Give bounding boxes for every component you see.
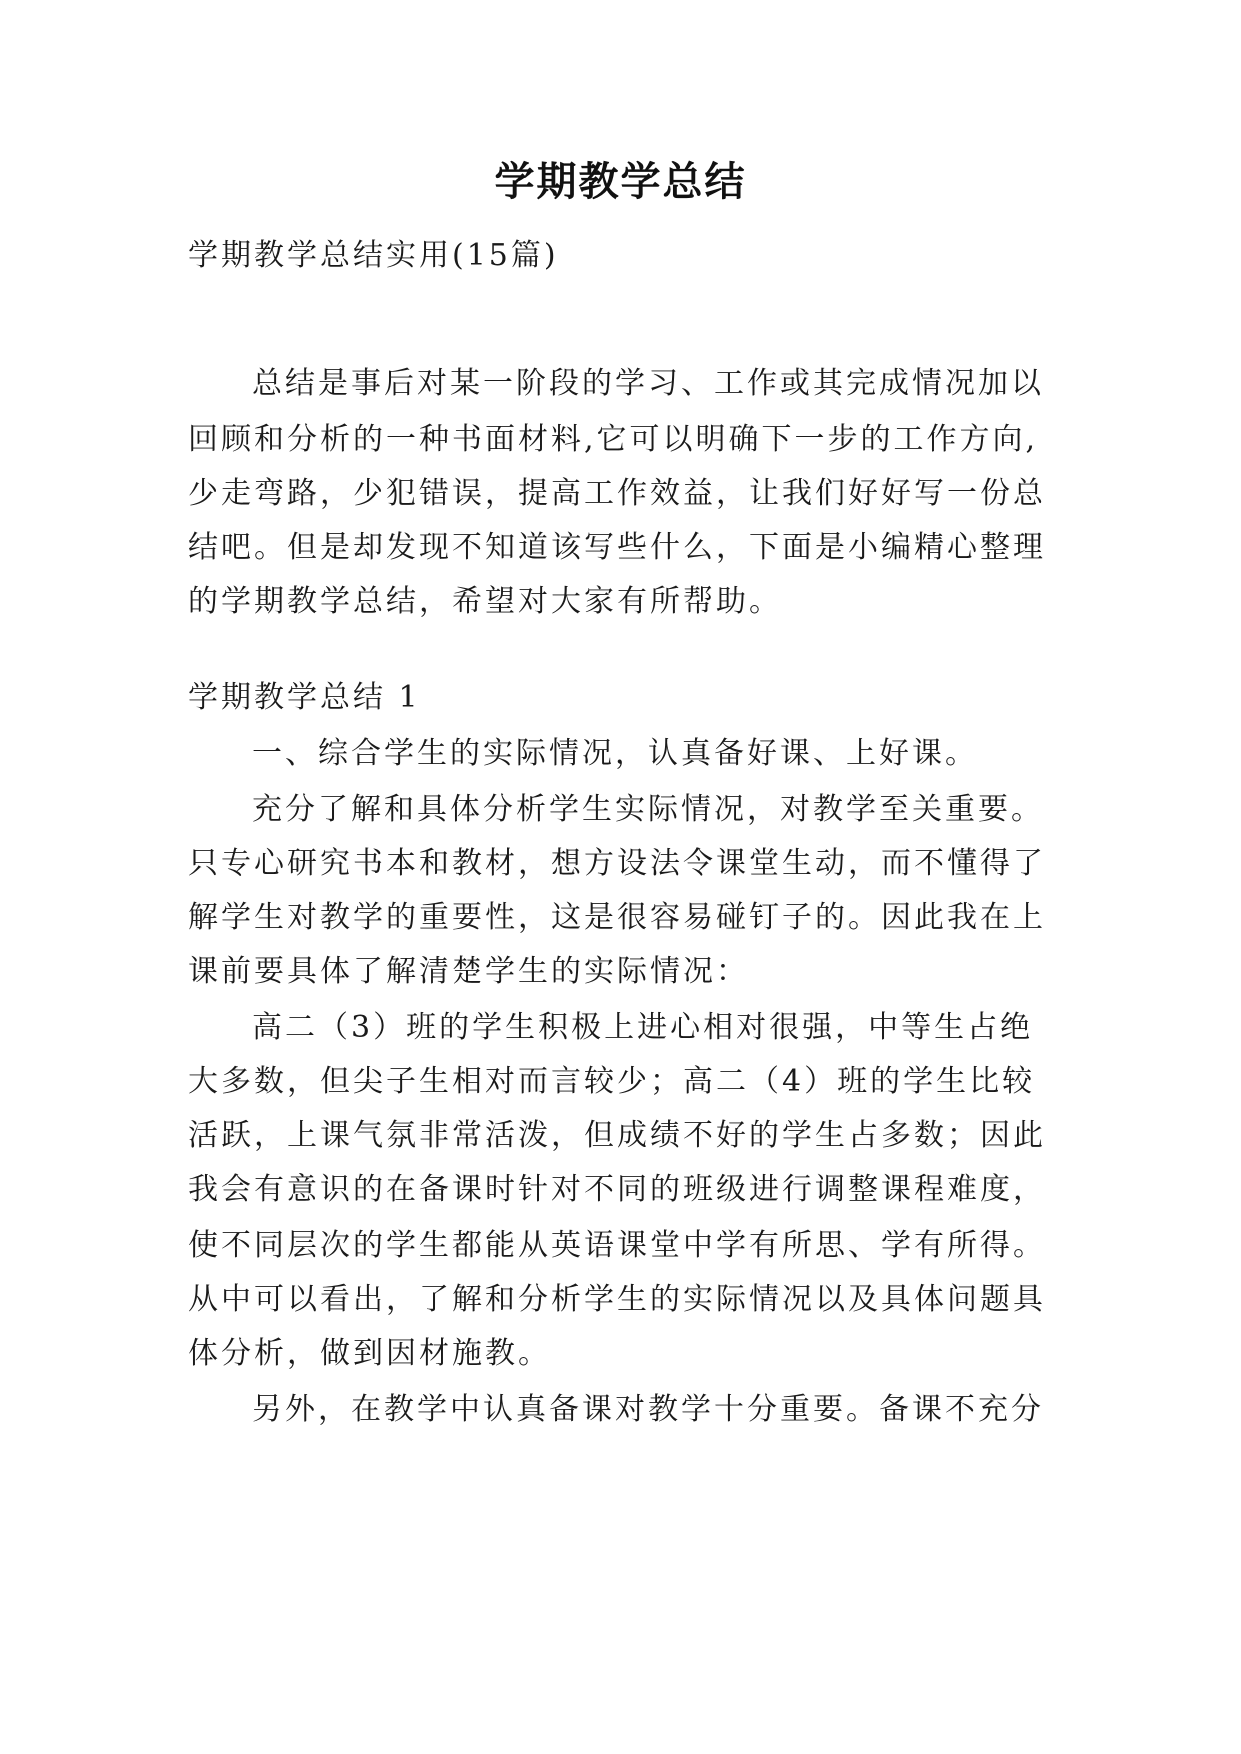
para1-line-1: 充分了解和具体分析学生实际情况，对教学至关重要。 (252, 792, 1044, 827)
intro-line-3: 少走弯路，少犯错误，提高工作效益，让我们好好写一份总 (188, 476, 1046, 511)
para1-line-4: 课前要具体了解清楚学生的实际情况： (188, 954, 749, 989)
page-title: 学期教学总结 (494, 159, 747, 205)
para2-line-2: 大多数，但尖子生相对而言较少；高二（4）班的学生比较 (188, 1064, 1036, 1099)
intro-line-4: 结吧。但是却发现不知道该写些什么，下面是小编精心整理 (188, 530, 1046, 565)
para1-line-3: 解学生对教学的重要性，这是很容易碰钉子的。因此我在上 (188, 900, 1046, 935)
para3-line-1: 另外，在教学中认真备课对教学十分重要。备课不充分 (252, 1392, 1044, 1427)
section-heading: 学期教学总结 1 (188, 680, 421, 715)
para1-line-2: 只专心研究书本和教材，想方设法令课堂生动，而不懂得了 (188, 846, 1046, 881)
para2-line-6: 从中可以看出，了解和分析学生的实际情况以及具体问题具 (188, 1282, 1046, 1317)
para2-line-4: 我会有意识的在备课时针对不同的班级进行调整课程难度， (188, 1172, 1046, 1207)
point-one: 一、综合学生的实际情况，认真备好课、上好课。 (252, 736, 978, 771)
document-subtitle: 学期教学总结实用(15篇) (188, 238, 559, 273)
intro-line-1: 总结是事后对某一阶段的学习、工作或其完成情况加以 (252, 366, 1044, 401)
para2-line-7: 体分析，做到因材施教。 (188, 1336, 551, 1371)
para2-line-5: 使不同层次的学生都能从英语课堂中学有所思、学有所得。 (188, 1228, 1046, 1263)
para2-line-3: 活跃，上课气氛非常活泼，但成绩不好的学生占多数；因此 (188, 1118, 1046, 1153)
intro-line-5: 的学期教学总结，希望对大家有所帮助。 (188, 584, 782, 619)
para2-line-1: 高二（3）班的学生积极上进心相对很强，中等生占绝 (252, 1010, 1034, 1045)
intro-line-2: 回顾和分析的一种书面材料,它可以明确下一步的工作方向, (188, 422, 1039, 457)
